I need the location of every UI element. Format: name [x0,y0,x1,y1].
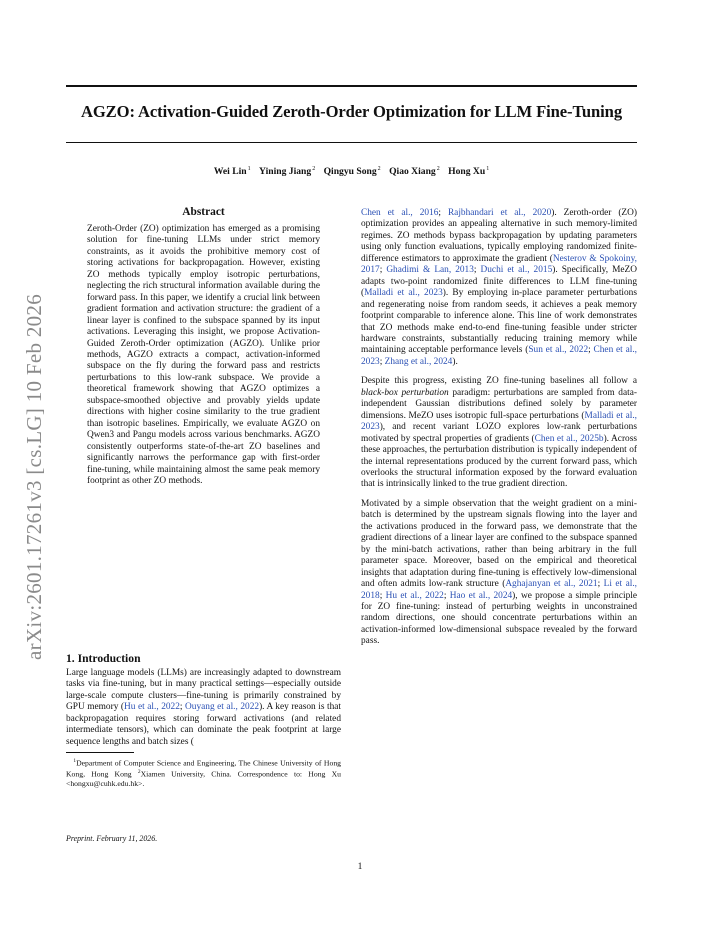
title-top-rule [66,85,637,87]
paper-title: AGZO: Activation-Guided Zeroth-Order Optimization for LLM Fine-Tuning [80,102,623,121]
abstract-body [87,224,320,487]
citation-link[interactable]: Hu et al., 2022 [385,590,444,601]
footnote-rule [66,752,134,753]
author: Qingyu Song$^2$ [323,166,381,177]
author-list [66,166,637,177]
citation-link[interactable]: Aghajanyan et al., 2021 [505,579,598,590]
author: Hong Xu$^1$ [448,166,490,177]
citation-link[interactable]: Rajbhandari et al., 2020 [447,208,552,218]
citation-link[interactable]: Malladi et al., 2023 [361,410,637,433]
page-number: 1 [357,862,363,872]
author: Wei Lin$^1$ [213,166,251,177]
citation-link[interactable]: Malladi et al., 2023 [364,288,443,299]
abstract-text: Zeroth-Order (ZO) optimization has emerged as a promising solution for fine-tuning LLMs under strict memory constraints, as it avoids the prohibitive memory cost of storing activations for backpropagation. However, existing ZO methods typically employ isotropic perturbations, neglecting the rich structural information available during the forward pass. In this paper, we identify a crucial link between gradient formation and activation structure: the gradient of a linear layer is confined to the subspace spanned by its input activations. Leveraging this insight, we propose Activation-Guided Zeroth-Order optimization (AGZO). Unlike prior methods, AGZO extracts a compact, activation-informed subspace on the fly during the forward pass and restricts perturbations to this low-rank subspace. We provide a theoretical framework showing that AGZO optimizes a subspace-smoothed objective and provably yields update directions with higher cosine similarity to the true gradient than isotropic baselines. Empirically, we evaluate AGZO on Qwen3 and Pangu models across various benchmarks. AGZO consistently outperforms state-of-the-art ZO baselines and significantly narrows the performance gap with first-order fine-tuning, while maintaining almost the same peak memory footprint as other ZO methods. [87,224,320,486]
author: Qiao Xiang$^2$ [389,166,440,177]
intro-column-left [66,668,341,748]
abstract-heading: Abstract [182,206,225,218]
citation-link[interactable]: Zhang et al., 2024 [384,356,453,367]
intro-paragraph-2: Despite this progress, existing ZO fine-tuning baselines all follow a black-box perturbation paradigm: perturbations are sampled from data-independent Gaussian distributions defined solely by parameter dimensions. MeZO uses isotropic full-space perturbations (Malladi et al., 2023), and recent variant LOZO explores low-rank perturbations motivated by spectral properties of gradients (Chen et al., 2025b). Across these approaches, the perturbation distribution is typically independent of the internal representations produced by the current forward pass, which overlooks the structural information exposed by the forward evaluation that is intrinsically linked to the true gradient direction. [361,376,638,490]
author: Yining Jiang$^2$ [259,166,316,177]
citation-link[interactable]: Li et al., 2018 [361,579,637,601]
intro-paragraph-3: Motivated by a simple observation that the weight gradient on a mini-batch is determined by the upstream signals flowing into the layer and the activations produced in the forward pass, we demonstrate that the gradient directions of a linear layer are confined to the subspace spanned by the mini-batch activations, rather than being arbitrary in the full parameter space. Moreover, based on the empirical and theoretical insights that adaptation during fine-tuning is effectively low-dimensional and often admits low-rank structure (Aghajanyan et al., 2021; Li et al., 2018; Hu et al., 2022; Hao et al., 2024), we propose a simple principle for ZO fine-tuning: instead of perturbing weights in unconstrained random directions, one should concentrate perturbations within an activation-informed low-dimensional subspace revealed by the forward pass. [361,498,637,647]
title-bottom-rule [66,142,637,143]
citation-link[interactable]: Ouyang et al., 2022 [185,702,260,713]
citation-link[interactable]: Sun et al., 2022 [528,345,589,356]
citation-link[interactable]: Chen et al., 2025b [534,433,604,444]
intro-paragraph-1-continued: Chen et al., 2016; Rajbhandari et al., 2020). Zeroth-order (ZO) optimization provides an appealing alternative in such memory-limited regimes. ZO methods bypass backpropagation by updating parameters using only function evaluations, typically employing randomized finite-difference estimators to approximate the gradient (Nesterov & Spokoiny, 2017; Ghadimi & Lan, 2013; Duchi et al., 2015). Specifically, MeZO adapts two-point randomized finite differences to LLM fine-tuning (Malladi et al., 2023). By employing in-place parameter perturbations and regenerating noise from random seeds, it achieves a peak memory footprint comparable to inference alone. This line of work demonstrates that ZO methods make end-to-end fine-tuning feasible under stricter hardware constraints, substantially reducing training memory while maintaining acceptable performance levels (Sun et al., 2022; Chen et al., 2023; Zhang et al., 2024). [361,208,637,367]
citation-link[interactable]: Ghadimi & Lan, 2013 [386,265,474,276]
citation-link[interactable]: Nesterov & Spokoiny, 2017 [361,253,637,276]
section-heading-introduction: 1. Introduction [66,652,141,665]
arxiv-identifier-stamp: arXiv:2601.17261v3 [cs.LG] 10 Feb 2026 [22,293,46,660]
intro-paragraph-1-start: Large language models (LLMs) are increasingly adapted to downstream tasks via fine-tuning, but in many practical settings—especially outside large-scale compute clusters—fine-tuning is primarily constrained by GPU memory (Hu et al., 2022; Ouyang et al., 2022). A key reason is that backpropagation requires storing forward activations (and related intermediate tensors), which can dominate the peak footprint at large sequence lengths and batch sizes ( [66,668,342,747]
affiliation-footnote: $^1$Department of Computer Science and Engineering, The Chinese University of Hong Kong, Hong Kong $^2$Xiamen University, China. Correspondence to: Hong Xu <hongxu@cuhk.edu.hk>. [66,758,342,788]
citation-link[interactable]: Hu et al., 2022 [124,702,180,713]
citation-link[interactable]: Duchi et al., 2015 [480,265,553,276]
citation-link[interactable]: Chen et al., 2023 [361,345,637,367]
citation-link[interactable]: Hao et al., 2024 [449,590,513,601]
preprint-date: Preprint. February 11, 2026. [66,834,158,843]
citation-link[interactable]: Chen et al., 2016 [361,208,439,218]
intro-column-right [361,208,637,648]
